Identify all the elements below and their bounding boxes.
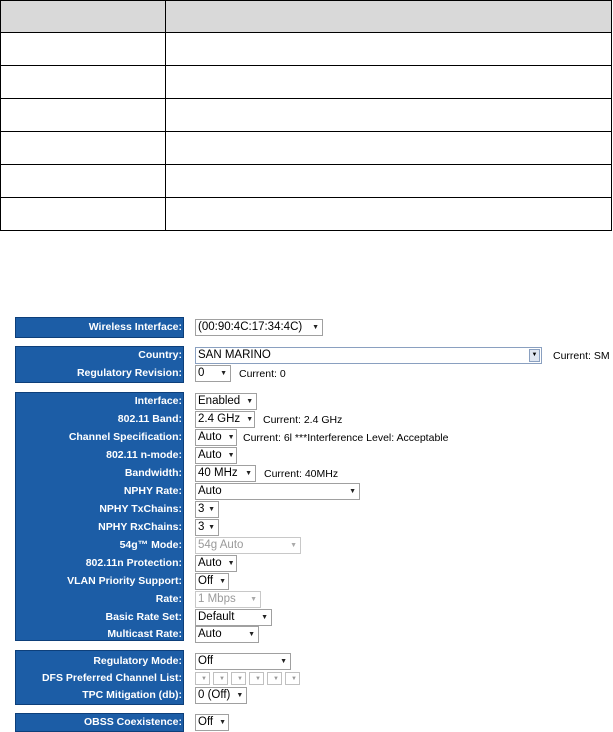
rate-select[interactable]: 1 Mbps ▼ (195, 591, 261, 608)
chevron-down-icon: ▼ (219, 719, 227, 726)
txchains-label: NPHY TxChains: (99, 503, 182, 515)
nphy-rate-row (15, 483, 613, 500)
protection-label: 802.11n Protection: (85, 557, 182, 569)
chevron-down-icon: ▼ (312, 324, 319, 331)
chevron-down-icon: ▼ (246, 416, 254, 423)
tpc-row (15, 687, 613, 704)
txchains-select[interactable]: 3 ▼ (195, 501, 219, 518)
chevron-down-icon: ▼ (220, 370, 227, 377)
dfs-channel-select[interactable]: ▼ (231, 672, 246, 685)
chevron-down-icon: ▼ (227, 560, 235, 567)
mode54g-label: 54g™ Mode: (119, 539, 182, 551)
obss-row (15, 714, 613, 731)
mode54g-select[interactable]: 54g Auto ▼ (195, 537, 301, 554)
table-row (1, 66, 612, 99)
multicast-label: Multicast Rate: (107, 628, 182, 640)
chevron-down-icon: ▼ (529, 349, 540, 362)
table-row (1, 165, 612, 198)
dfs-channel-select[interactable]: ▼ (195, 672, 210, 685)
country-current: Current: SM (553, 349, 610, 362)
dfs-row (15, 670, 613, 687)
table-row (1, 33, 612, 66)
wireless-interface-row (15, 319, 613, 336)
table-row (1, 99, 612, 132)
nmode-select[interactable]: Auto ▼ (195, 447, 237, 464)
nphy-rate-select[interactable]: Auto ▼ (195, 483, 360, 500)
obss-label: OBSS Coexistence: (83, 716, 182, 728)
nphy-rate-label: NPHY Rate: (123, 485, 182, 497)
chevron-down-icon: ▼ (236, 692, 244, 699)
country-select[interactable]: SAN MARINO ▼ (195, 347, 542, 364)
channel-label: Channel Specification: (68, 431, 182, 443)
rxchains-row (15, 519, 613, 536)
vlan-row (15, 573, 613, 590)
bandwidth-label: Bandwidth: (124, 467, 182, 479)
dfs-channel-select[interactable]: ▼ (249, 672, 264, 685)
nmode-row (15, 447, 613, 464)
bandwidth-select[interactable]: 40 MHz ▼ (195, 465, 256, 482)
band-select[interactable]: 2.4 GHz ▼ (195, 411, 255, 428)
txchains-row (15, 501, 613, 518)
basic-rate-row (15, 609, 613, 626)
table-header-row (1, 1, 612, 33)
regulatory-revision-select[interactable]: 0 ▼ (195, 365, 231, 382)
regulatory-mode-row (15, 653, 613, 670)
vlan-select[interactable]: Off ▼ (195, 573, 229, 590)
band-label: 802.11 Band: (117, 413, 182, 425)
rxchains-select[interactable]: 3 ▼ (195, 519, 219, 536)
table-row (1, 198, 612, 231)
chevron-down-icon: ▼ (280, 658, 287, 665)
interface-label: Interface: (134, 395, 182, 407)
wireless-interface-select[interactable]: (00:90:4C:17:34:4C) ▼ (195, 319, 323, 336)
channel-row (15, 429, 613, 446)
chevron-down-icon: ▼ (208, 524, 215, 531)
regulatory-revision-label: Regulatory Revision: (76, 367, 182, 379)
dfs-label: DFS Preferred Channel List: (41, 672, 182, 684)
vlan-label: VLAN Priority Support: (67, 575, 182, 587)
basic-rate-label: Basic Rate Set: (105, 611, 182, 623)
band-current: Current: 2.4 GHz (263, 413, 343, 426)
protection-row (15, 555, 613, 572)
chevron-down-icon: ▼ (245, 470, 252, 477)
multicast-row (15, 626, 613, 643)
dfs-channel-select[interactable]: ▼ (285, 672, 300, 685)
channel-current: Current: 6l ***Interference Level: Acceptable (243, 431, 449, 444)
interface-row (15, 393, 613, 410)
regulatory-mode-select[interactable]: Off ▼ (195, 653, 291, 670)
regulatory-mode-label: Regulatory Mode: (93, 655, 182, 667)
chevron-down-icon: ▼ (219, 578, 227, 585)
wireless-interface-label: Wireless Interface: (88, 321, 182, 333)
chevron-down-icon: ▼ (261, 614, 268, 621)
dfs-channel-select[interactable]: ▼ (267, 672, 282, 685)
chevron-down-icon: ▼ (250, 596, 257, 603)
document-table (0, 0, 612, 231)
chevron-down-icon: ▼ (349, 488, 356, 495)
basic-rate-select[interactable]: Default ▼ (195, 609, 272, 626)
chevron-down-icon: ▼ (227, 452, 235, 459)
regulatory-revision-current: Current: 0 (239, 367, 286, 380)
table-row (1, 132, 612, 165)
rate-row (15, 591, 613, 608)
tpc-label: TPC Mitigation (db): (82, 689, 182, 701)
rxchains-label: NPHY RxChains: (98, 521, 182, 533)
mode54g-row (15, 537, 613, 554)
obss-select[interactable]: Off ▼ (195, 714, 229, 731)
chevron-down-icon: ▼ (248, 631, 255, 638)
band-row (15, 411, 613, 428)
dfs-channel-select[interactable]: ▼ (213, 672, 228, 685)
chevron-down-icon: ▼ (290, 542, 297, 549)
protection-select[interactable]: Auto ▼ (195, 555, 237, 572)
multicast-select[interactable]: Auto ▼ (195, 626, 259, 643)
bandwidth-current: Current: 40MHz (264, 467, 339, 480)
chevron-down-icon: ▼ (208, 506, 215, 513)
nmode-label: 802.11 n-mode: (106, 449, 182, 461)
chevron-down-icon: ▼ (246, 398, 254, 405)
rate-label: Rate: (155, 593, 182, 605)
country-label: Country: (138, 349, 182, 361)
tpc-select[interactable]: 0 (Off) ▼ (195, 687, 247, 704)
channel-select[interactable]: Auto ▼ (195, 429, 237, 446)
country-row (15, 347, 613, 364)
regulatory-revision-row (15, 365, 613, 382)
chevron-down-icon: ▼ (227, 434, 235, 441)
bandwidth-row (15, 465, 613, 482)
interface-select[interactable]: Enabled ▼ (195, 393, 257, 410)
